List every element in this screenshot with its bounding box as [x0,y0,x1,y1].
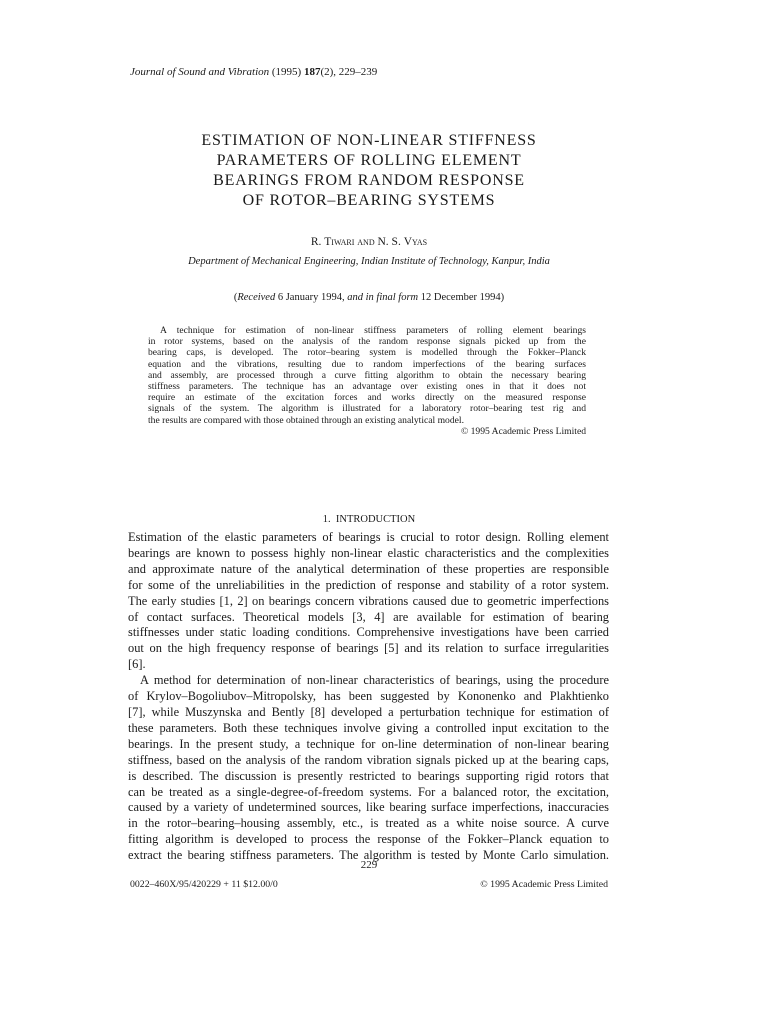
body-line: is described. The discussion is presently restricted to bearings supporting rigid rotors that [128,768,609,783]
section-title: INTRODUCTION [335,514,416,525]
journal-volume: 187 [303,66,321,78]
body-line: bearings are known to possess highly non-linear elastic characteristics and the complexities [128,545,609,560]
abstract-line: A technique for estimation of non-linear stiffness parameters of rolling element bearings [160,325,586,336]
received-close-paren: ) [500,292,505,303]
final-form-label: and in final form [347,292,419,303]
abstract-line: the results are compared with those obtained through an existing analytical model. [148,414,464,426]
body-line: extract the bearing stiffness parameters. The algorithm is tested by Monte Carlo simulation. [128,848,609,863]
journal-year: (1995) [271,66,302,78]
body-line: [6]. [128,657,146,672]
body-line: A method for determination of non-linear characteristics of bearings, using the procedure [140,673,609,688]
introduction-body [128,530,609,864]
affiliation: Department of Mechanical Engineering, Indian Institute of Technology, Kanpur, India [188,256,550,267]
body-line: can be treated as a single-degree-of-freedom systems. For a balanced rotor, the excitation, [128,784,609,799]
title-line: ESTIMATION OF NON-LINEAR STIFFNESS [201,132,537,149]
body-line: for some of the unreliabilities in the prediction of response and stability of a rotor system. [128,577,609,592]
footer-code: 0022–460X/95/420229 + 11 $12.00/0 [130,879,278,890]
abstract-line: stiffness parameters. The technique has an advantage over existing ones in that it does not [148,381,586,393]
author2-initial: N. S. [377,236,404,248]
title-line: OF ROTOR–BEARING SYSTEMS [242,192,496,209]
footer-copyright: © 1995 Academic Press Limited [480,879,608,890]
final-form-date: 12 December 1994 [418,292,501,303]
section-number: 1. [322,514,331,525]
journal-citation [130,65,377,79]
abstract [148,325,586,437]
abstract-line: equation and the vibrations, resulting due to random imperfections of the bearing surfaces [148,358,586,370]
body-line: The early studies [1, 2] on bearings concern vibrations caused due to geometric imperfections [128,593,609,608]
paper-title [130,131,608,211]
title-line: BEARINGS FROM RANDOM RESPONSE [213,172,525,189]
author2-surname: Vyas [403,236,428,248]
body-line: of contact surfaces. Theoretical models [3, 4] are available for estimation of bearing [128,609,609,624]
body-line: out on the high frequency response of bearings [5] and its relation to surface irregularities [128,641,609,656]
body-line: caused by a variety of undetermined sources, like bearing surface imperfections, inaccuracies [128,800,609,815]
author-connector: and [354,236,378,248]
abstract-line: and assembly, are processed through a curve fitting algorithm to obtain the necessary bearing [148,369,586,381]
received-date: 6 January 1994, [275,292,348,303]
received-open-paren: ( [233,292,238,303]
abstract-line: bearing caps, is developed. The rotor–bearing system is modelled through the Fokker–Planck [148,347,586,359]
body-line: and approximate nature of the analytical determination of these properties are responsible [128,561,609,576]
body-line: of Krylov–Bogoliubov–Mitropolsky, has been suggested by Kononenko and Plakhtienko [128,689,609,704]
body-line: stiffness, based on the analysis of the random vibration signals picked up at the bearing caps, [128,752,609,767]
received-label: Received [237,292,276,303]
abstract-line: require an estimate of the excitation forces and works directly on the measured response [148,392,586,404]
authors [130,235,608,249]
body-line: [7], while Muszynska and Bently [8] developed a perturbation technique for estimation of [128,704,609,719]
abstract-line: in rotor systems, based on the analysis of the random response signals picked up from the [148,336,586,348]
section-heading [130,513,608,527]
body-line: these parameters. Both these techniques involve giving a controlled input excitation to the [128,720,609,735]
title-line: PARAMETERS OF ROLLING ELEMENT [216,152,522,169]
body-line: fitting algorithm is developed to process the response of the Fokker–Planck equation to [128,832,609,847]
received-dates [130,291,608,305]
author1-initial: R. [310,236,325,248]
abstract-line: signals of the system. The algorithm is illustrated for a laboratory rotor–bearing test rig and [148,403,586,415]
author1-surname: Tiwari [324,236,355,248]
journal-name: Journal of Sound and Vibration [130,66,270,78]
abstract-copyright: © 1995 Academic Press Limited [460,425,586,437]
page-number: 229 [360,859,378,871]
body-line: stiffnesses under static loading conditions. Comprehensive investigations have been carried [128,625,609,640]
body-line: in the rotor–bearing–housing assembly, etc., is treated as a white noise source. A curve [128,816,609,831]
body-line: Estimation of the elastic parameters of bearings is crucial to rotor design. Rolling element [128,530,609,544]
body-line: bearings. In the present study, a technique for on-line determination of non-linear bearing [128,736,609,751]
journal-issue-pages: (2), 229–239 [320,66,378,78]
